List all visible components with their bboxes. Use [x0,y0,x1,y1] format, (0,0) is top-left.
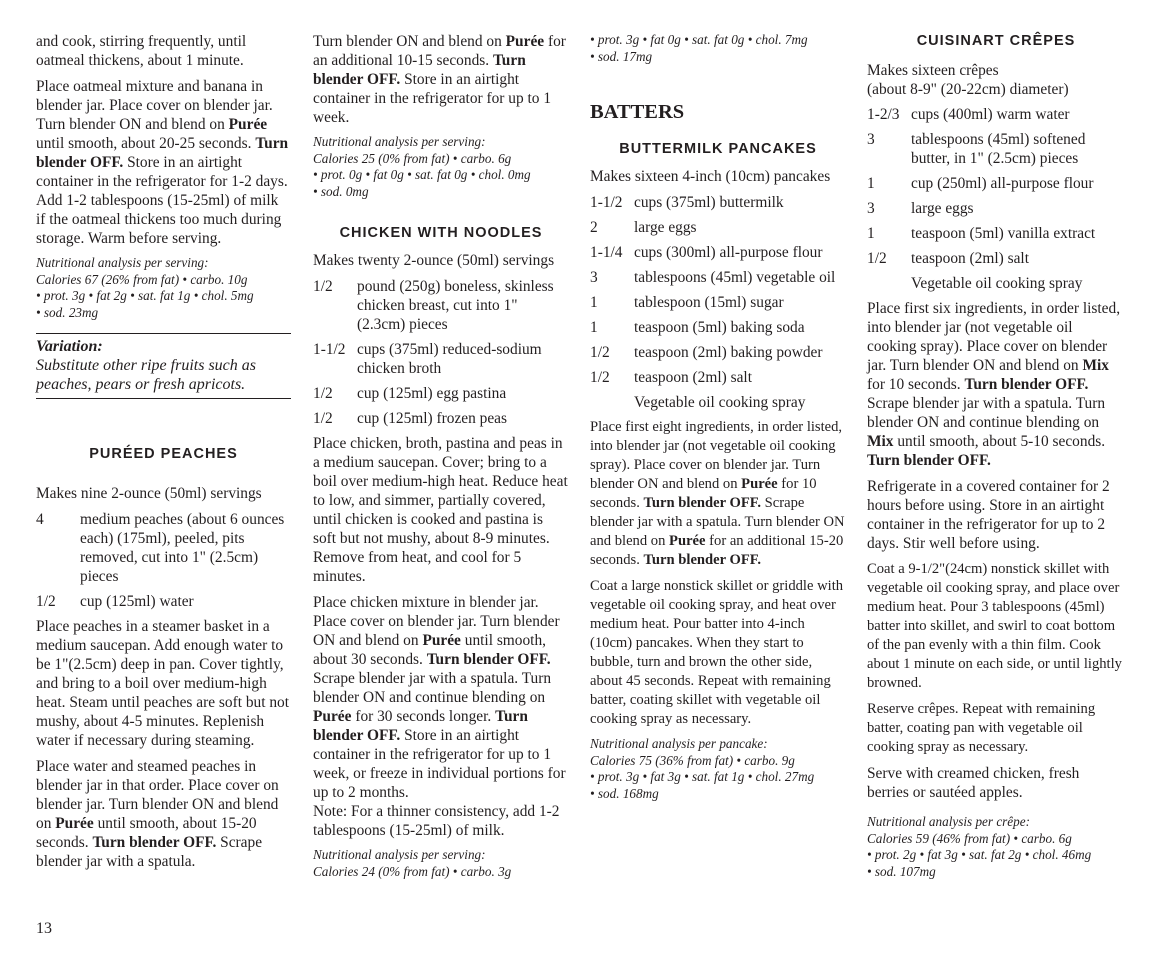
variation-text: Substitute other ripe fruits such as peaches, pears or fresh apricots. [36,357,256,393]
pancake-cook-instructions: Coat a large nonstick skillet or griddle with vegetable oil cooking spray, and heat over medium heat. Pour batter into 4-inch (10cm) pancakes. When they start to bubble, turn and brown the other side, about 45 seconds. Repeat with remaining batter, coating skillet with vegetable oil cooking spray as necessary. [590,578,844,727]
puree-setting: Purée [505,33,545,50]
ingredient-row [867,249,1125,268]
ingredient-row [590,343,846,362]
servings-text: Makes sixteen 4-inch (10cm) pancakes [590,168,831,185]
text-run: Makes sixteen crêpes [867,62,999,79]
ingredient-text: cups (300ml) all-purpose flour [634,244,823,261]
ingredient-row [313,277,569,334]
ingredient-quantity: 1/2 [590,369,610,386]
recipe-heading-pureed-peaches: PURÉED PEACHES [89,446,238,462]
text-run: until smooth, about 30 seconds. [313,632,546,668]
text-run: Store in an airtight container in the refrigerator for up to 1 week. [313,71,552,126]
ingredient-row [590,268,846,287]
crepe-refrigerate-instructions: Refrigerate in a covered container for 2 hours before using. Store in an airtight container in the refrigerator for up to 2 days. Stir well before using. [867,478,1110,552]
ingredient-row [867,199,1125,218]
page-number: 13 [36,920,52,937]
ingredient-row [590,318,846,337]
column-4 [867,32,1125,886]
ingredient-quantity: 3 [867,131,875,148]
text-run: Place oatmeal mixture and banana in blender jar. Place cover on blender jar. Turn blender ON and blend on [36,78,273,133]
crepe-blend-instructions [867,299,1125,470]
pancake-blend-instructions [590,418,846,570]
mix-setting: Mix [867,433,894,450]
text-run: until smooth, about 5-10 seconds. [893,433,1106,450]
turn-off-text: Turn blender OFF. [867,452,991,469]
ingredient-quantity: 1 [590,319,598,336]
ingredient-text: cup (125ml) egg pastina [357,385,507,402]
ingredient-text: cups (375ml) buttermilk [634,194,784,211]
variation-title: Variation: [36,338,103,355]
puree-setting: Purée [422,632,461,649]
ingredient-text: cup (125ml) water [80,593,194,610]
recipe-heading-chicken-noodles: CHICKEN WITH NOODLES [339,225,543,241]
ingredient-row [313,384,569,403]
peaches-nutrition [313,134,569,200]
crepe-nutrition [867,814,1125,880]
ingredient-quantity: 1/2 [313,278,333,295]
nutrition-line: • prot. 3g • fat 3g • sat. fat 1g • chol. 27mg [590,769,815,784]
nutrition-line: Calories 67 (26% from fat) • carbo. 10g [36,271,248,287]
text-run: Store in an airtight container in the refrigerator for 1-2 days. Add 1-2 tablespoons (15-25ml) of milk if the oatmeal thickens too much during storage. Warm before serving. [36,154,288,247]
nutrition-line: • prot. 2g • fat 3g • sat. fat 2g • chol. 46mg [867,847,1092,862]
ingredient-text: teaspoon (2ml) salt [911,250,1029,267]
ingredient-row [590,218,846,237]
text-run: until smooth, about 20-25 seconds. [36,135,256,152]
text-run: Place chicken mixture in blender jar. Place cover on blender jar. Turn blender ON and blend on [313,594,560,649]
text-run: for 10 seconds. [590,476,817,511]
ingredient-text: teaspoon (2ml) salt [634,369,752,386]
ingredient-quantity: 1/2 [590,344,610,361]
servings-text: Makes twenty 2-ounce (50ml) servings [313,252,555,269]
ingredient-quantity: 1/2 [36,593,56,610]
ingredient-row [867,130,1125,168]
ingredient-text: teaspoon (5ml) vanilla extract [911,225,1096,242]
nutrition-line: Nutritional analysis per crêpe: [867,814,1030,829]
nutrition-line: Nutritional analysis per serving: [313,847,486,862]
nutrition-line: Nutritional analysis per pancake: [590,736,768,751]
ingredient-text: cup (125ml) frozen peas [357,410,507,427]
ingredient-quantity: 1 [590,294,598,311]
ingredient-text: pound (250g) boneless, skinless chicken breast, cut into 1" (2.3cm) pieces [357,278,554,333]
ingredient-text: teaspoon (5ml) baking soda [634,319,805,336]
ingredient-row [867,274,1125,293]
ingredient-text: large eggs [634,219,697,236]
puree-setting: Purée [313,708,352,725]
nutrition-line: Calories 75 (36% from fat) • carbo. 9g [590,752,795,768]
turn-off-text: Turn blender OFF. [313,52,526,88]
ingredient-row [313,409,569,428]
text-run: for 10 seconds. [867,376,965,393]
turn-off-text: Turn blender OFF. [92,834,217,851]
recipe-heading-buttermilk-pancakes: BUTTERMILK PANCAKES [619,141,817,157]
section-heading-batters: BATTERS [590,101,685,123]
ingredient-quantity: 1/2 [313,385,333,402]
puree-setting: Purée [55,815,94,832]
text-run: Scrape blender jar with a spatula. [36,834,263,870]
variation-box [36,333,291,399]
mix-setting: Mix [1082,357,1109,374]
ingredient-quantity: 2 [590,219,598,236]
nutrition-line: • prot. 3g • fat 0g • sat. fat 0g • chol. 7mg [590,32,808,47]
text-run: for 30 seconds longer. [351,708,496,725]
ingredient-row [867,224,1125,243]
nutrition-line: • sod. 0mg [313,183,369,199]
nutrition-line: Calories 59 (46% from fat) • carbo. 6g [867,830,1072,846]
ingredient-quantity: 1/2 [867,250,887,267]
nutrition-line: • sod. 107mg [867,863,936,879]
ingredient-text: large eggs [911,200,974,217]
turn-off-text: Turn blender OFF. [964,376,1089,393]
text-run: Place first eight ingredients, in order listed, into blender jar (not vegetable oil cooking spray). Place cover on blender jar. Turn blender ON and blend on [590,419,843,492]
pancake-nutrition [590,736,846,802]
turn-off-text: Turn blender OFF. [426,651,551,668]
puree-setting: Purée [741,476,778,492]
text-run: until smooth, about 15-20 seconds. [36,815,257,851]
nutrition-line: Nutritional analysis per serving: [36,255,209,270]
crepe-cook-instructions: Coat a 9-1/2"(24cm) nonstick skillet with vegetable oil cooking spray, and place over medium heat. Pour 3 tablespoons (45ml) batter into skillet, and swirl to coat bottom of the pan evenly with a thin film. Cook about 1 minute on each side, or until lightly browned. [867,561,1122,691]
ingredient-quantity [590,393,634,412]
chicken-note: Note: For a thinner consistency, add 1-2 tablespoons (15-25ml) of milk. [313,803,560,839]
ingredient-row [590,193,846,212]
ingredient-quantity: 1-1/2 [313,341,346,358]
nutrition-line: Calories 25 (0% from fat) • carbo. 6g [313,150,512,166]
peaches-blend-instructions [36,757,291,871]
servings-text: Makes nine 2-ounce (50ml) servings [36,485,262,502]
ingredient-row [590,243,846,262]
column-3 [590,32,846,808]
chicken-nutrition [313,847,569,880]
text-run: for an additional 15-20 seconds. [590,533,844,568]
oatmeal-continued-text: and cook, stirring frequently, until oatmeal thickens, about 1 minute. [36,33,247,69]
ingredient-row [867,105,1125,124]
text-run: Store in an airtight container in the refrigerator for up to 1 week, or freeze in individual portions for up to 2 months. [313,727,566,801]
ingredient-row [867,174,1125,193]
text-run: Scrape blender jar with a spatula. Turn blender ON and blend on [590,495,845,549]
oatmeal-nutrition [36,255,291,321]
peaches-steam-instructions: Place peaches in a steamer basket in a medium saucepan. Add enough water to be 1"(2.5cm) deep in pan. Cover tightly, and bring to a boil over medium-high heat. Steam until peaches are soft but not mushy, about 4-5 minutes. Replenish water if necessary during steaming. [36,618,290,749]
puree-setting: Purée [228,116,268,133]
nutrition-line: Nutritional analysis per serving: [313,134,486,149]
ingredient-quantity: 3 [867,200,875,217]
text-run: (about 8-9" (20-22cm) diameter) [867,81,1069,98]
ingredient-text: medium peaches (about 6 ounces each) (175ml), peeled, pits removed, cut into 1" (2.5cm) pieces [80,511,285,585]
ingredient-text: tablespoons (45ml) softened butter, in 1" (2.5cm) pieces [911,131,1086,167]
nutrition-line: • prot. 3g • fat 2g • sat. fat 1g • chol. 5mg [36,288,254,303]
text-run: Scrape blender jar with a spatula. Turn blender ON and continue blending on [867,395,1106,431]
ingredient-text: cup (250ml) all-purpose flour [911,175,1094,192]
ingredient-text: Vegetable oil cooking spray [911,275,1083,292]
crepe-reserve-instructions: Reserve crêpes. Repeat with remaining batter, coating pan with vegetable oil cooking spray as necessary. [867,701,1096,755]
turn-off-text: Turn blender OFF. [643,495,761,511]
ingredient-quantity: 1-1/4 [590,244,623,261]
ingredient-quantity: 1-2/3 [867,106,900,123]
ingredient-row [590,393,846,412]
ingredient-text: cups (375ml) reduced-sodium chicken broth [357,341,542,377]
ingredient-quantity: 1 [867,175,875,192]
ingredient-quantity: 4 [36,511,44,528]
column-1 [36,32,291,878]
text-run: Turn blender ON and blend on [313,33,506,50]
ingredient-quantity: 1 [867,225,875,242]
text-run: Scrape blender jar with a spatula. Turn blender ON and continue blending on [313,670,552,706]
chicken-nutrition-continued [590,32,846,65]
turn-off-text: Turn blender OFF. [313,708,528,744]
ingredient-row [590,368,846,387]
text-run: for an additional 10-15 seconds. [313,33,566,69]
ingredient-quantity [867,274,911,293]
ingredient-row [590,293,846,312]
crepe-serving-suggestion: Serve with creamed chicken, fresh berries or sautéed apples. [867,765,1080,801]
ingredient-text: Vegetable oil cooking spray [634,394,806,411]
ingredient-text: teaspoon (2ml) baking powder [634,344,823,361]
ingredient-text: cups (400ml) warm water [911,106,1070,123]
ingredient-row [36,592,291,611]
nutrition-line: • sod. 168mg [590,785,659,801]
text-run: Place water and steamed peaches in blender jar in that order. Place cover on blender jar. Turn blender ON and blend on [36,758,279,832]
ingredient-quantity: 1-1/2 [590,194,623,211]
chicken-blend-instructions [313,593,569,802]
ingredient-row [313,340,569,378]
servings-text [867,61,1125,99]
column-2 [313,32,569,886]
ingredient-text: tablespoon (15ml) sugar [634,294,784,311]
oatmeal-instructions [36,77,291,248]
peaches-continued-text [313,32,569,127]
puree-setting: Purée [669,533,706,549]
ingredient-quantity: 3 [590,269,598,286]
recipe-heading-cuisinart-crepes: CUISINART CRÊPES [916,33,1076,49]
ingredient-row [36,510,291,586]
nutrition-line: Calories 24 (0% from fat) • carbo. 3g [313,863,512,879]
turn-off-text: Turn blender OFF. [643,552,761,568]
turn-off-text: Turn blender OFF. [36,135,289,171]
text-run: Place first six ingredients, in order listed, into blender jar (not vegetable oil cooking spray). Place cover on blender jar. Turn blender ON and blend on [867,300,1121,374]
chicken-cook-instructions: Place chicken, broth, pastina and peas in a medium saucepan. Cover; bring to a boil over medium-high heat. Reduce heat to low, and simmer, partially covered, until chicken is cooked and pastina is soft but not mushy, about 8-9 minutes. Remove from heat, and cool for 5 minutes. [313,435,568,585]
ingredient-quantity: 1/2 [313,410,333,427]
nutrition-line: • sod. 23mg [36,304,99,320]
nutrition-line: • prot. 0g • fat 0g • sat. fat 0g • chol. 0mg [313,167,531,182]
nutrition-line: • sod. 17mg [590,48,653,64]
ingredient-text: tablespoons (45ml) vegetable oil [634,269,836,286]
